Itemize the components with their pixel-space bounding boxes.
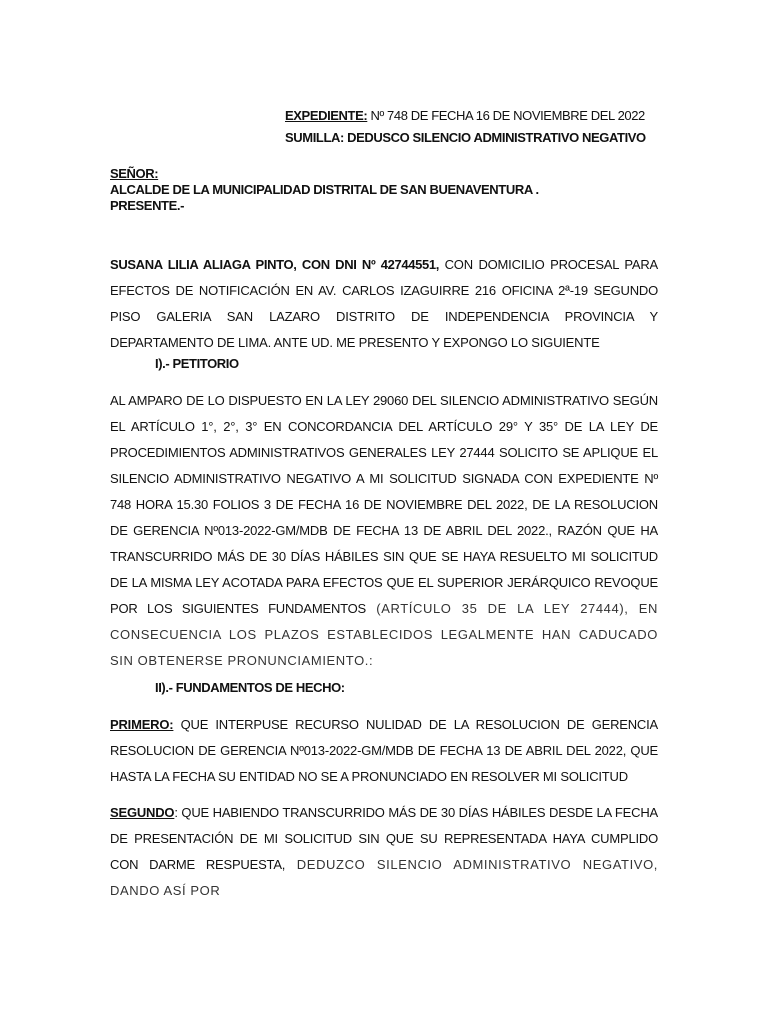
addressee-presente: PRESENTE.-: [110, 198, 185, 213]
petitorio-body: AL AMPARO DE LO DISPUESTO EN LA LEY 29060 DEL SILENCIO ADMINISTRATIVO SEGÚN EL ARTÍCULO 1°, 2°, 3° EN CONCORDANCIA DEL ARTÍCULO 29° Y 35° DE LA LEY DE PROCEDIMIENTOS ADMINISTRATIVOS GENERALES LEY 27444 SOLICITO SE APLIQUE EL SILENCIO ADMINISTRATIVO NEGATIVO A MI SOLICITUD SIGNADA CON EXPEDIENTE Nº 748 HORA 15.30 FOLIOS 3 DE FECHA 16 DE NOVIEMBRE DEL 2022, DE LA RESOLUCION DE GERENCIA Nº013-2022-GM/MDB DE FECHA 13 DE ABRIL DEL 2022., RAZÓN QUE HA TRANSCURRIDO MÁS DE 30 DÍAS HÁBILES SIN QUE SE HAYA RESUELTO MI SOLICITUD DE LA MISMA LEY ACOTADA PARA EFECTOS QUE EL SUPERIOR JERÁRQUICO REVOQUE POR LOS SIGUIENTES FUNDAMENTOS: [110, 393, 658, 616]
segundo-text: : QUE HABIENDO TRANSCURRIDO MÁS DE 30 DÍAS HÁBILES DESDE LA FECHA DE PRESENTACIÓN DE MI SOLICITUD SIN QUE SU REPRESENTADA HAYA CUMPLIDO CON DARME RESPUESTA,: [110, 805, 658, 872]
section-petitorio-title: I).- PETITORIO: [155, 356, 239, 371]
petitioner-name: SUSANA LILIA ALIAGA PINTO, CON DNI Nº 42744551,: [110, 257, 440, 272]
segundo-paragraph: [110, 800, 658, 904]
intro-paragraph: [110, 252, 658, 356]
expediente-value: Nº 748 DE FECHA 16 DE NOVIEMBRE DEL 2022: [367, 108, 645, 123]
primero-label: PRIMERO:: [110, 717, 174, 732]
addressee-block: [110, 166, 539, 214]
intro-text: CON DOMICILIO PROCESAL PARA EFECTOS DE NOTIFICACIÓN EN AV. CARLOS IZAGUIRRE 216 OFICINA 2ª-19 SEGUNDO PISO GALERIA SAN LAZARO DISTRITO DE INDEPENDENCIA PROVINCIA Y DEPARTAMENTO DE LIMA. ANTE UD. ME PRESENTO Y EXPONGO LO SIGUIENTE: [110, 257, 658, 350]
addressee-salutation: SEÑOR:: [110, 166, 159, 181]
sumilla-line: SUMILLA: DEDUSCO SILENCIO ADMINISTRATIVO NEGATIVO: [285, 130, 646, 145]
primero-text: QUE INTERPUSE RECURSO NULIDAD DE LA RESOLUCION DE GERENCIA RESOLUCION DE GERENCIA Nº013-2022-GM/MDB DE FECHA 13 DE ABRIL DEL 2022, QUE HASTA LA FECHA SU ENTIDAD NO SE A PRONUNCIADO EN RESOLVER MI SOLICITUD: [110, 717, 658, 784]
segundo-label: SEGUNDO: [110, 805, 175, 820]
petitorio-body-continued: (ARTÍCULO 35 DE LA LEY 27444), EN CONSECUENCIA LOS PLAZOS ESTABLECIDOS LEGALMENTE HAN CADUCADO SIN OBTENERSE PRONUNCIAMIENTO.:: [110, 601, 658, 668]
expediente-line: [285, 108, 645, 123]
primero-paragraph: [110, 712, 658, 790]
addressee-title: ALCALDE DE LA MUNICIPALIDAD DISTRITAL DE SAN BUENAVENTURA .: [110, 182, 539, 197]
segundo-text-continued: DEDUZCO SILENCIO ADMINISTRATIVO NEGATIVO, DANDO ASÍ POR: [110, 857, 658, 898]
section-fundamentos-title: II).- FUNDAMENTOS DE HECHO:: [155, 680, 345, 695]
petitorio-paragraph: [110, 388, 658, 674]
expediente-label: EXPEDIENTE:: [285, 108, 368, 123]
